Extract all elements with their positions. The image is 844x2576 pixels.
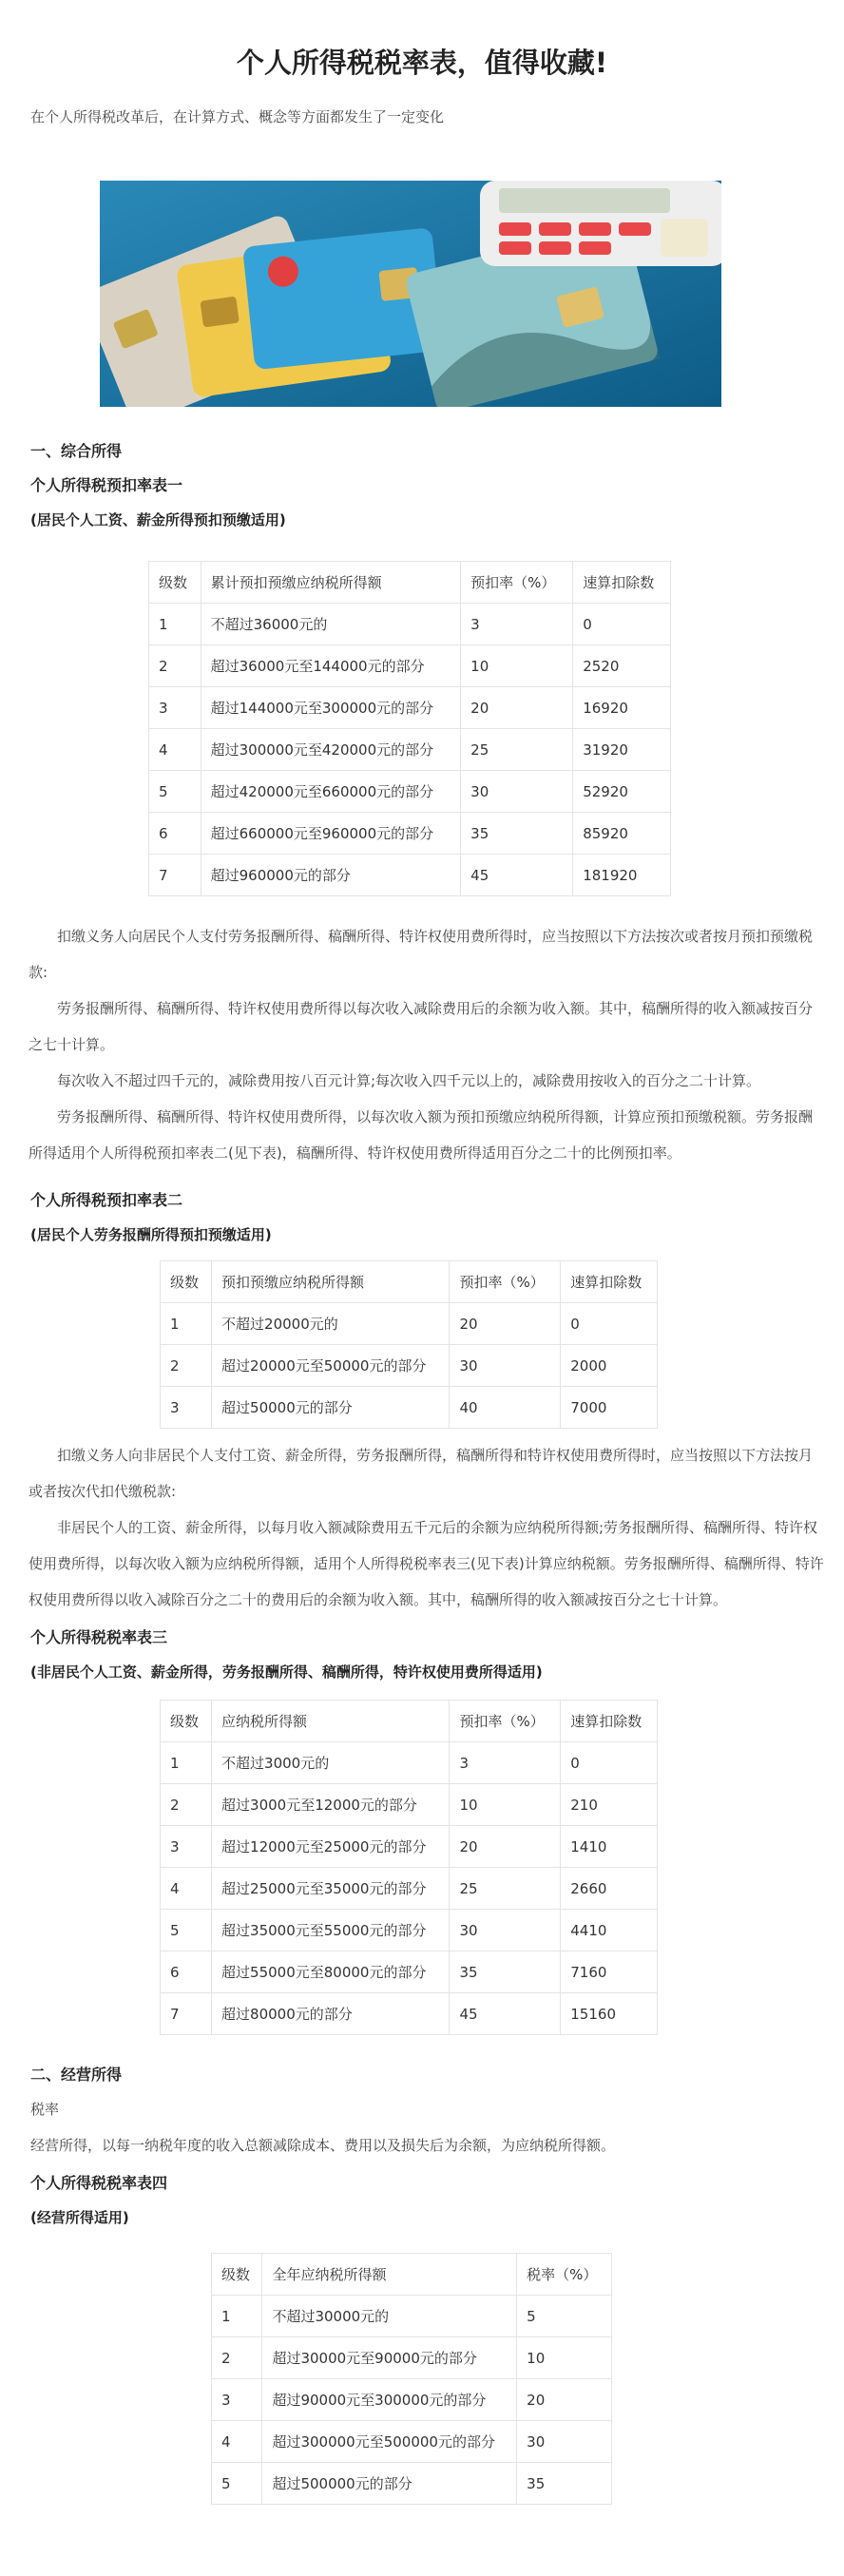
- table-cell: 不超过30000元的: [262, 2296, 517, 2337]
- table-cell: 超过300000元至420000元的部分: [201, 729, 461, 771]
- table-row: [161, 1303, 658, 1345]
- table-cell: 20: [450, 1826, 561, 1868]
- table-cell: 3: [461, 604, 573, 645]
- tax-table-2: [160, 1260, 658, 1429]
- table-row: [149, 687, 671, 729]
- table-cell: 0: [561, 1303, 658, 1345]
- table-row: [212, 2379, 612, 2421]
- table-row: [149, 855, 671, 896]
- table-cell: 4: [149, 729, 201, 771]
- table-cell: 7000: [561, 1387, 658, 1429]
- table1-subtitle: (居民个人工资、薪金所得预扣预缴适用): [30, 511, 286, 529]
- table-row: [161, 1868, 658, 1910]
- table-row: [149, 645, 671, 687]
- table-cell: 超过300000元至500000元的部分: [262, 2421, 517, 2463]
- paragraph: 扣缴义务人向非居民个人支付工资、薪金所得，劳务报酬所得，稿酬所得和特许权使用费所得时，应当按照以下方法按月或者按次代扣代缴税款:: [29, 1447, 814, 1500]
- table-header-cell: 预扣率（%）: [450, 1261, 561, 1303]
- table-header-cell: 预扣预缴应纳税所得额: [212, 1261, 450, 1303]
- table-row: [149, 771, 671, 813]
- table-cell: 不超过20000元的: [212, 1303, 450, 1345]
- table-cell: 5: [161, 1910, 212, 1951]
- table-header-row: [149, 562, 671, 604]
- table1-title: 个人所得税预扣率表一: [30, 476, 183, 494]
- table-cell: 35: [450, 1951, 561, 1993]
- table4-title: 个人所得税税率表四: [30, 2174, 168, 2192]
- hero-image: [100, 181, 721, 407]
- table-cell: 超过36000元至144000元的部分: [201, 645, 461, 687]
- table-row: [149, 729, 671, 771]
- table-cell: 超过144000元至300000元的部分: [201, 687, 461, 729]
- table-cell: 40: [450, 1387, 561, 1429]
- table-header-cell: 全年应纳税所得额: [262, 2254, 517, 2296]
- section2-heading: 二、经营所得: [30, 2066, 123, 2084]
- table-cell: 35: [517, 2463, 612, 2505]
- table-row: [212, 2463, 612, 2505]
- table-cell: 7: [161, 1993, 212, 2035]
- table-cell: 0: [573, 604, 671, 645]
- table-cell: 25: [461, 729, 573, 771]
- table-header-cell: 应纳税所得额: [212, 1701, 450, 1742]
- table-cell: 30: [461, 771, 573, 813]
- table-cell: 4410: [561, 1910, 658, 1951]
- table-cell: 5: [149, 771, 201, 813]
- table-cell: 超过660000元至960000元的部分: [201, 813, 461, 855]
- table-cell: 3: [161, 1387, 212, 1429]
- table-row: [161, 1387, 658, 1429]
- table-row: [161, 1826, 658, 1868]
- table-cell: 45: [461, 855, 573, 896]
- table-cell: 20: [517, 2379, 612, 2421]
- table-cell: 5: [212, 2463, 262, 2505]
- tax-table-3: [160, 1700, 658, 2035]
- table-cell: 4: [161, 1868, 212, 1910]
- table-header-row: [212, 2254, 612, 2296]
- table3-title: 个人所得税税率表三: [30, 1628, 168, 1646]
- page-title: 个人所得税税率表，值得收藏!: [236, 47, 608, 79]
- table-row: [161, 1345, 658, 1387]
- paragraph: 劳务报酬所得、稿酬所得、特许权使用费所得以每次收入减除费用后的余额为收入额。其中，稿酬所得的收入额减按百分之七十计算。: [29, 1000, 814, 1053]
- table-cell: 31920: [573, 729, 671, 771]
- table-cell: 1: [212, 2296, 262, 2337]
- table-cell: 不超过36000元的: [201, 604, 461, 645]
- table-row: [161, 1784, 658, 1826]
- table-cell: 6: [161, 1951, 212, 1993]
- section1-heading: 一、综合所得: [30, 442, 123, 460]
- table-cell: 30: [517, 2421, 612, 2463]
- paragraph: 每次收入不超过四千元的，减除费用按八百元计算;每次收入四千元以上的，减除费用按收入的百分之二十计算。: [57, 1072, 761, 1089]
- section2-paragraph: 经营所得，以每一纳税年度的收入总额减除成本、费用以及损失后为余额，为应纳税所得额。: [30, 2137, 616, 2154]
- table-cell: 10: [461, 645, 573, 687]
- table-row: [212, 2337, 612, 2379]
- table-cell: 30: [450, 1345, 561, 1387]
- table-cell: 1: [161, 1742, 212, 1784]
- table-cell: 6: [149, 813, 201, 855]
- table-cell: 超过960000元的部分: [201, 855, 461, 896]
- table-header-cell: 预扣率（%）: [450, 1701, 561, 1742]
- table-cell: 超过500000元的部分: [262, 2463, 517, 2505]
- table-row: [212, 2296, 612, 2337]
- table-cell: 超过12000元至25000元的部分: [212, 1826, 450, 1868]
- table-header-cell: 税率（%）: [517, 2254, 612, 2296]
- table-cell: 35: [461, 813, 573, 855]
- table-cell: 超过20000元至50000元的部分: [212, 1345, 450, 1387]
- table-header-cell: 级数: [161, 1701, 212, 1742]
- table-cell: 2: [212, 2337, 262, 2379]
- table-cell: 2: [149, 645, 201, 687]
- table-cell: 7: [149, 855, 201, 896]
- table-cell: 52920: [573, 771, 671, 813]
- paragraph: 非居民个人的工资、薪金所得，以每月收入额减除费用五千元后的余额为应纳税所得额;劳务报酬所得、稿酬所得、特许权使用费所得，以每次收入额为应纳税所得额，适用个人所得税税率表三(见下表)计算应纳税额。劳务报酬所得、稿酬所得、特许权使用费所得以收入减除百分之二十的费用后的余额为收入额。其中，稿酬所得的收入额减按百分之七十计算。: [29, 1519, 824, 1608]
- table-cell: 超过80000元的部分: [212, 1993, 450, 2035]
- table-cell: 10: [450, 1784, 561, 1826]
- table-cell: 2000: [561, 1345, 658, 1387]
- table-cell: 超过35000元至55000元的部分: [212, 1910, 450, 1951]
- table-header-cell: 预扣率（%）: [461, 562, 573, 604]
- table-header-cell: 级数: [212, 2254, 262, 2296]
- table2-subtitle: (居民个人劳务报酬所得预扣预缴适用): [30, 1226, 272, 1243]
- paragraph: 扣缴义务人向居民个人支付劳务报酬所得、稿酬所得、特许权使用费所得时，应当按照以下方法按次或者按月预扣预缴税款:: [29, 928, 814, 981]
- table-header-cell: 级数: [149, 562, 201, 604]
- paragraph-block-1: [29, 918, 825, 1171]
- table-cell: 25: [450, 1868, 561, 1910]
- table-row: [161, 1951, 658, 1993]
- table-cell: 2: [161, 1784, 212, 1826]
- table-cell: 2: [161, 1345, 212, 1387]
- table2-title: 个人所得税预扣率表二: [30, 1191, 183, 1209]
- table-cell: 85920: [573, 813, 671, 855]
- table-cell: 超过50000元的部分: [212, 1387, 450, 1429]
- table-cell: 3: [450, 1742, 561, 1784]
- table-cell: 5: [517, 2296, 612, 2337]
- table-cell: 超过30000元至90000元的部分: [262, 2337, 517, 2379]
- table-header-cell: 速算扣除数: [573, 562, 671, 604]
- table-cell: 210: [561, 1784, 658, 1826]
- tax-table-4: [211, 2253, 612, 2505]
- table-cell: 不超过3000元的: [212, 1742, 450, 1784]
- table-row: [161, 1742, 658, 1784]
- table-cell: 15160: [561, 1993, 658, 2035]
- table3-subtitle: (非居民个人工资、薪金所得，劳务报酬所得、稿酬所得，特许权使用费所得适用): [30, 1663, 543, 1681]
- intro-text: 在个人所得税改革后，在计算方式、概念等方面都发生了一定变化: [30, 108, 445, 125]
- table-row: [149, 604, 671, 645]
- table-cell: 10: [517, 2337, 612, 2379]
- table-header-row: [161, 1261, 658, 1303]
- table-cell: 20: [461, 687, 573, 729]
- table-cell: 4: [212, 2421, 262, 2463]
- table-row: [161, 1910, 658, 1951]
- table-cell: 1: [149, 604, 201, 645]
- table-header-cell: 速算扣除数: [561, 1261, 658, 1303]
- table-cell: 7160: [561, 1951, 658, 1993]
- paragraph: 劳务报酬所得、稿酬所得、特许权使用费所得，以每次收入额为预扣预缴应纳税所得额，计算应预扣预缴税额。劳务报酬所得适用个人所得税预扣率表二(见下表)，稿酬所得、特许权使用费所得适用百分之二十的比例预扣率。: [29, 1108, 814, 1162]
- tax-table-1: [148, 561, 671, 896]
- table-header-cell: 累计预扣预缴应纳税所得额: [201, 562, 461, 604]
- section2-subheading: 税率: [30, 2101, 60, 2118]
- table-cell: 超过90000元至300000元的部分: [262, 2379, 517, 2421]
- table-cell: 超过3000元至12000元的部分: [212, 1784, 450, 1826]
- table-cell: 16920: [573, 687, 671, 729]
- table-cell: 3: [161, 1826, 212, 1868]
- table-row: [149, 813, 671, 855]
- table-row: [161, 1993, 658, 2035]
- table4-subtitle: (经营所得适用): [30, 2209, 129, 2226]
- table-cell: 2520: [573, 645, 671, 687]
- table-cell: 1: [161, 1303, 212, 1345]
- table-header-cell: 级数: [161, 1261, 212, 1303]
- table-cell: 181920: [573, 855, 671, 896]
- table-row: [212, 2421, 612, 2463]
- table-cell: 超过420000元至660000元的部分: [201, 771, 461, 813]
- table-cell: 30: [450, 1910, 561, 1951]
- table-cell: 3: [212, 2379, 262, 2421]
- table-header-row: [161, 1701, 658, 1742]
- table-cell: 0: [561, 1742, 658, 1784]
- table-cell: 超过25000元至35000元的部分: [212, 1868, 450, 1910]
- table-cell: 20: [450, 1303, 561, 1345]
- table-cell: 超过55000元至80000元的部分: [212, 1951, 450, 1993]
- table-cell: 45: [450, 1993, 561, 2035]
- table-cell: 1410: [561, 1826, 658, 1868]
- table-cell: 3: [149, 687, 201, 729]
- paragraph-block-2: [29, 1437, 825, 1618]
- table-header-cell: 速算扣除数: [561, 1701, 658, 1742]
- table-cell: 2660: [561, 1868, 658, 1910]
